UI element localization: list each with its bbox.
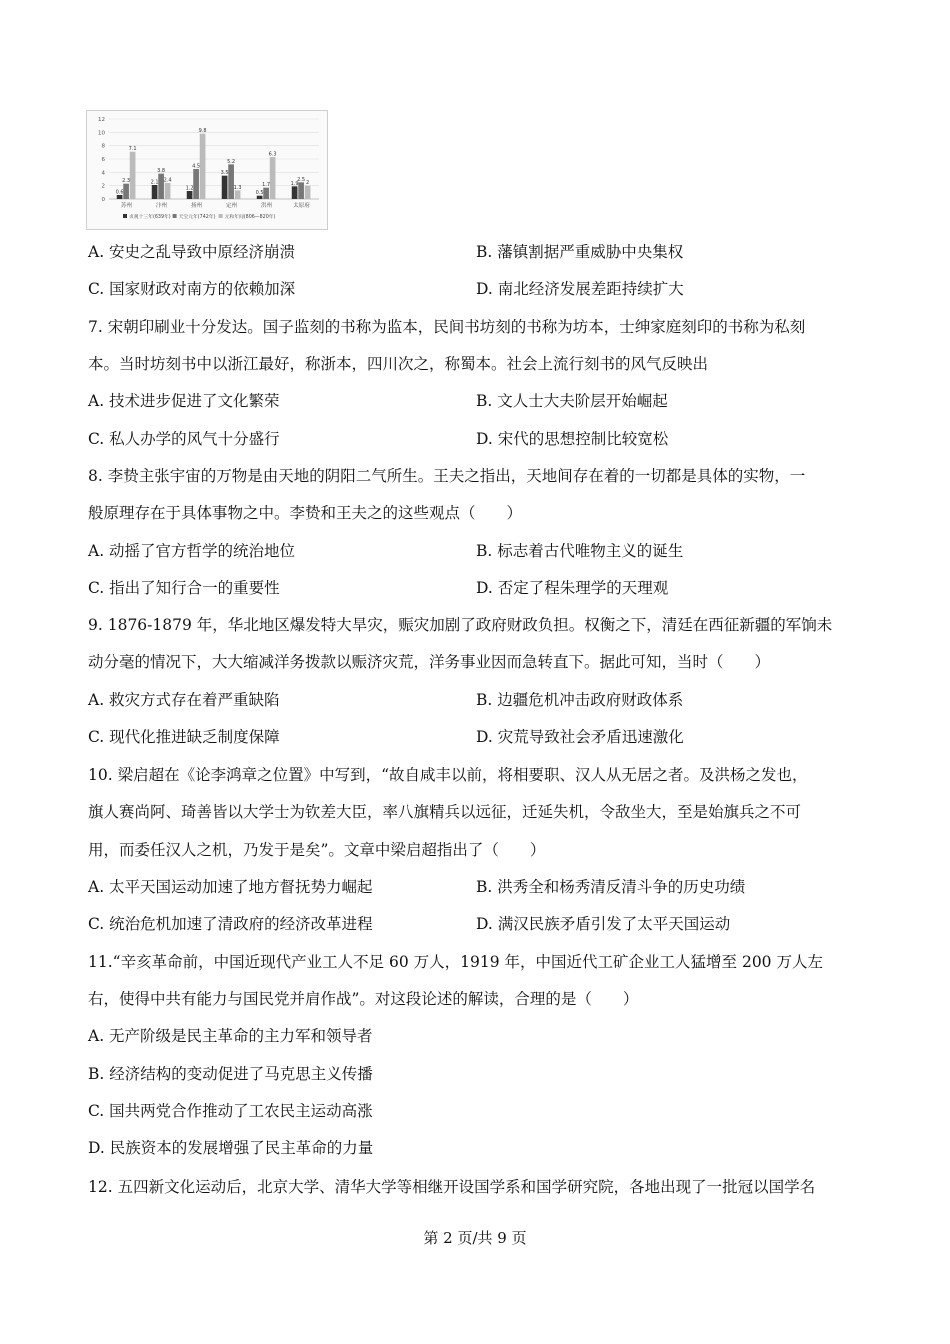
bar: [305, 186, 311, 199]
data-label: 0.5: [255, 190, 264, 197]
data-label: 5.2: [227, 158, 236, 165]
legend-entry: 天宝元年(742年): [178, 215, 216, 220]
x-tick-label: 苏州: [120, 203, 133, 209]
q10-option-d: D. 满汉民族矛盾引发了太平天国运动: [476, 915, 731, 933]
q9-stem-line-2: 动分毫的情况下，大大缩减洋务拨款以赈济灾荒，洋务事业因而急转直下。据此可知，当时（ ）: [88, 653, 771, 671]
q11-option-b: B. 经济结构的变动促进了马克思主义传播: [88, 1065, 373, 1083]
q8-option-b: B. 标志着古代唯物主义的诞生: [476, 542, 684, 560]
bar: [270, 157, 276, 199]
data-label: 1.7: [262, 182, 271, 189]
q10-option-a: A. 太平天国运动加速了地方督抚势力崛起: [88, 878, 373, 896]
q10-stem-line-2: 旗人赛尚阿、琦善皆以大学士为钦差大臣，率八旗精兵以远征，迁延失机，令敌坐大，至是始旗兵之不可: [88, 803, 802, 821]
data-label: 3.5: [220, 170, 229, 177]
data-label: 1.2: [185, 185, 194, 192]
bar: [152, 185, 158, 199]
y-tick-label: 12: [98, 117, 105, 123]
bar: [228, 164, 234, 199]
q11-stem-line-2: 右，使得中共有能力与国民党并肩作战”。对这段论述的解读，合理的是（ ）: [88, 990, 639, 1008]
data-label: 0.6: [115, 189, 124, 196]
legend-entry: 元和年间(806—820年): [224, 215, 276, 220]
q6-option-c: C. 国家财政对南方的依赖加深: [88, 280, 296, 298]
bar-chart: [86, 110, 328, 230]
q6-option-d: D. 南北经济发展差距持续扩大: [476, 280, 684, 298]
q8-option-c: C. 指出了知行合一的重要性: [88, 579, 280, 597]
bar: [123, 184, 129, 199]
q11-option-a: A. 无产阶级是民主革命的主力军和领导者: [88, 1027, 373, 1045]
bar: [130, 152, 136, 199]
q8-stem-line-1: 8. 李贽主张宇宙的万物是由天地的阴阳二气所生。王夫之指出，天地间存在着的一切都是具体的实物，一: [88, 467, 806, 485]
bar: [298, 182, 304, 199]
data-label: 4.5: [192, 163, 201, 170]
y-tick-label: 2: [101, 183, 105, 190]
q9-option-c: C. 现代化推进缺乏制度保障: [88, 728, 280, 746]
q6-option-a: A. 安史之乱导致中原经济崩溃: [88, 243, 296, 261]
legend-swatch: [123, 214, 127, 218]
data-label: 2: [306, 180, 310, 187]
y-tick-label: 6: [101, 157, 105, 163]
y-tick-label: 10: [98, 130, 105, 137]
q10-stem-line-1: 10. 梁启超在《论李鸿章之位置》中写到，“故自咸丰以前，将相要职、汉人从无居之者。及洪杨之发也，: [88, 766, 808, 784]
q6-option-b: B. 藩镇割据严重威胁中央集权: [476, 243, 684, 261]
x-tick-label: 太原府: [293, 203, 310, 209]
bar: [235, 190, 241, 199]
bar: [117, 195, 123, 199]
data-label: 1.9: [290, 180, 299, 187]
y-tick-label: 8: [101, 143, 105, 150]
q8-option-a: A. 动摇了官方哲学的统治地位: [88, 542, 296, 560]
data-label: 2.3: [122, 178, 131, 185]
legend-swatch: [173, 214, 177, 218]
q7-stem-line-1: 7. 宋朝印刷业十分发达。国子监刻的书称为监本，民间书坊刻的书称为坊本，士绅家庭刻印的书称为私刻: [88, 318, 806, 336]
q7-option-b: B. 文人士大夫阶层开始崛起: [476, 392, 668, 410]
data-label: 2.5: [297, 176, 306, 183]
q10-option-b: B. 洪秀全和杨秀清反清斗争的历史功绩: [476, 878, 746, 896]
y-tick-label: 4: [101, 170, 105, 177]
bar: [292, 186, 298, 199]
q9-option-a: A. 救灾方式存在着严重缺陷: [88, 691, 280, 709]
data-label: 2.4: [163, 177, 172, 184]
x-tick-label: 定州: [225, 203, 238, 209]
x-tick-label: 汴州: [155, 203, 168, 209]
bar: [263, 188, 269, 199]
data-label: 9.8: [198, 128, 207, 135]
q8-stem-line-2: 般原理存在于具体事物之中。李贽和王夫之的这些观点（ ）: [88, 504, 523, 522]
chart-svg: [87, 111, 327, 229]
q11-option-c: C. 国共两党合作推动了工农民主运动高涨: [88, 1102, 373, 1120]
data-label: 3.8: [157, 168, 166, 175]
data-label: 7.1: [128, 146, 137, 153]
q7-option-c: C. 私人办学的风气十分盛行: [88, 430, 280, 448]
x-tick-label: 扬州: [190, 203, 203, 209]
q10-stem-line-3: 用，而委任汉人之机，乃发于是矣”。文章中梁启超指出了（ ）: [88, 841, 546, 859]
bar: [187, 191, 193, 199]
legend-entry: 贞观十三年(639年): [129, 215, 171, 220]
bar: [222, 176, 228, 199]
q9-stem-line-1: 9. 1876-1879 年，华北地区爆发特大旱灾，赈灾加剧了政府财政负担。权衡之下，清廷在西征新疆的军饷未: [88, 616, 833, 634]
x-tick-label: 洪州: [260, 203, 273, 209]
q9-option-b: B. 边疆危机冲击政府财政体系: [476, 691, 684, 709]
page-footer: 第 2 页/共 9 页: [423, 1229, 527, 1247]
q11-option-d: D. 民族资本的发展增强了民主革命的力量: [88, 1139, 374, 1157]
q7-stem-line-2: 本。当时坊刻书中以浙江最好，称浙本，四川次之，称蜀本。社会上流行刻书的风气反映出: [88, 355, 709, 373]
data-label: 1.3: [233, 184, 242, 191]
y-tick-label: 0: [101, 197, 105, 203]
q11-stem-line-1: 11.“辛亥革命前，中国近现代产业工人不足 60 万人，1919 年，中国近代工矿企业工人猛增至 200 万人左: [88, 953, 823, 971]
bar: [193, 169, 199, 199]
bar: [165, 183, 171, 199]
q10-option-c: C. 统治危机加速了清政府的经济改革进程: [88, 915, 373, 933]
data-label: 2.1: [150, 179, 159, 186]
q9-option-d: D. 灾荒导致社会矛盾迅速激化: [476, 728, 684, 746]
q7-option-d: D. 宋代的思想控制比较宽松: [476, 430, 669, 448]
bar: [200, 134, 206, 199]
legend-swatch: [219, 214, 223, 218]
q8-option-d: D. 否定了程朱理学的天理观: [476, 579, 669, 597]
q7-option-a: A. 技术进步促进了文化繁荣: [88, 392, 280, 410]
data-label: 6.3: [268, 151, 277, 158]
q12-stem-line-1: 12. 五四新文化运动后，北京大学、清华大学等相继开设国学系和国学研究院，各地出现了一批冠以国学名: [88, 1178, 816, 1196]
